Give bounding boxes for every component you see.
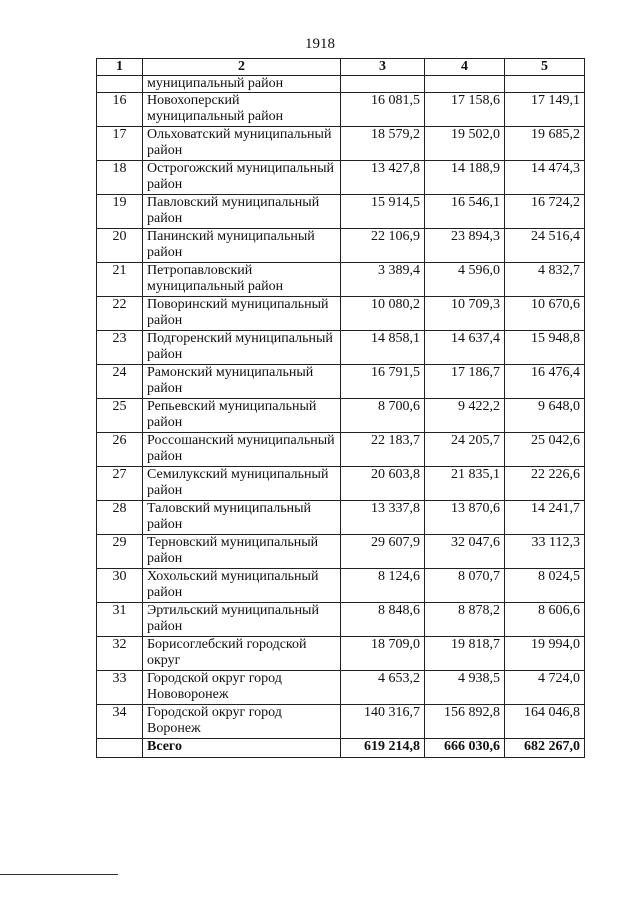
row-name: Городской округ город Нововоронеж bbox=[143, 671, 341, 705]
row-name: Рамонский муниципальный район bbox=[143, 365, 341, 399]
row-value-4: 17 186,7 bbox=[425, 365, 505, 399]
row-number bbox=[97, 76, 143, 93]
row-value-5: 15 948,8 bbox=[505, 331, 585, 365]
page-number: 1918 bbox=[305, 36, 335, 52]
row-value-4: 9 422,2 bbox=[425, 399, 505, 433]
row-value-5: 24 516,4 bbox=[505, 229, 585, 263]
row-name: Подгоренский муниципальный район bbox=[143, 331, 341, 365]
row-name: Панинский муниципальный район bbox=[143, 229, 341, 263]
row-number: 26 bbox=[97, 433, 143, 467]
row-value-4: 10 709,3 bbox=[425, 297, 505, 331]
row-value-3: 16 081,5 bbox=[341, 93, 425, 127]
row-number: 32 bbox=[97, 637, 143, 671]
row-number: 23 bbox=[97, 331, 143, 365]
total-number bbox=[97, 739, 143, 758]
table-row bbox=[97, 229, 585, 263]
table-row bbox=[97, 365, 585, 399]
row-value-4: 4 596,0 bbox=[425, 263, 505, 297]
row-name: Петропавловский муниципальный район bbox=[143, 263, 341, 297]
row-value-3: 4 653,2 bbox=[341, 671, 425, 705]
row-value-4: 8 070,7 bbox=[425, 569, 505, 603]
row-value-5: 19 994,0 bbox=[505, 637, 585, 671]
row-value-3: 10 080,2 bbox=[341, 297, 425, 331]
row-name: Репьевский муниципальный район bbox=[143, 399, 341, 433]
row-value-3: 14 858,1 bbox=[341, 331, 425, 365]
table-row bbox=[97, 637, 585, 671]
row-value-3: 18 579,2 bbox=[341, 127, 425, 161]
row-value-3 bbox=[341, 76, 425, 93]
row-value-3: 13 337,8 bbox=[341, 501, 425, 535]
footnote-separator bbox=[0, 874, 118, 875]
row-value-5: 33 112,3 bbox=[505, 535, 585, 569]
row-name: Семилукский муниципальный район bbox=[143, 467, 341, 501]
row-name: Поворинский муниципальный район bbox=[143, 297, 341, 331]
table-row bbox=[97, 195, 585, 229]
row-value-5: 25 042,6 bbox=[505, 433, 585, 467]
row-number: 34 bbox=[97, 705, 143, 739]
row-value-5: 4 832,7 bbox=[505, 263, 585, 297]
table-row bbox=[97, 705, 585, 739]
table-row bbox=[97, 569, 585, 603]
row-value-5: 22 226,6 bbox=[505, 467, 585, 501]
row-value-4: 32 047,6 bbox=[425, 535, 505, 569]
column-header-2: 2 bbox=[143, 59, 341, 76]
table-row bbox=[97, 331, 585, 365]
table-row bbox=[97, 93, 585, 127]
row-value-4: 17 158,6 bbox=[425, 93, 505, 127]
row-name: муниципальный район bbox=[143, 76, 341, 93]
row-value-3: 8 124,6 bbox=[341, 569, 425, 603]
continuation-row bbox=[97, 76, 585, 93]
row-value-4: 4 938,5 bbox=[425, 671, 505, 705]
table-row bbox=[97, 433, 585, 467]
row-value-3: 140 316,7 bbox=[341, 705, 425, 739]
row-name: Новохоперский муниципальный район bbox=[143, 93, 341, 127]
table-row bbox=[97, 603, 585, 637]
row-value-5: 4 724,0 bbox=[505, 671, 585, 705]
row-value-5: 8 024,5 bbox=[505, 569, 585, 603]
row-value-5: 10 670,6 bbox=[505, 297, 585, 331]
row-value-3: 22 106,9 bbox=[341, 229, 425, 263]
row-value-4: 14 188,9 bbox=[425, 161, 505, 195]
row-number: 31 bbox=[97, 603, 143, 637]
row-value-3: 13 427,8 bbox=[341, 161, 425, 195]
row-value-3: 20 603,8 bbox=[341, 467, 425, 501]
table-row bbox=[97, 161, 585, 195]
row-value-5: 16 724,2 bbox=[505, 195, 585, 229]
row-value-3: 22 183,7 bbox=[341, 433, 425, 467]
row-name: Хохольский муниципальный район bbox=[143, 569, 341, 603]
total-value-3: 619 214,8 bbox=[341, 739, 425, 758]
row-number: 22 bbox=[97, 297, 143, 331]
table-row bbox=[97, 671, 585, 705]
row-number: 19 bbox=[97, 195, 143, 229]
row-value-4 bbox=[425, 76, 505, 93]
row-value-5: 9 648,0 bbox=[505, 399, 585, 433]
table-row bbox=[97, 297, 585, 331]
total-value-4: 666 030,6 bbox=[425, 739, 505, 758]
table-row bbox=[97, 127, 585, 161]
row-number: 16 bbox=[97, 93, 143, 127]
row-name: Городской округ город Воронеж bbox=[143, 705, 341, 739]
row-value-4: 21 835,1 bbox=[425, 467, 505, 501]
row-number: 21 bbox=[97, 263, 143, 297]
budget-table bbox=[96, 58, 585, 758]
row-number: 17 bbox=[97, 127, 143, 161]
row-value-5: 8 606,6 bbox=[505, 603, 585, 637]
row-value-4: 23 894,3 bbox=[425, 229, 505, 263]
table-row bbox=[97, 535, 585, 569]
row-value-3: 16 791,5 bbox=[341, 365, 425, 399]
table-row bbox=[97, 399, 585, 433]
row-value-3: 8 848,6 bbox=[341, 603, 425, 637]
row-value-5: 19 685,2 bbox=[505, 127, 585, 161]
row-value-4: 16 546,1 bbox=[425, 195, 505, 229]
total-value-5: 682 267,0 bbox=[505, 739, 585, 758]
row-value-4: 14 637,4 bbox=[425, 331, 505, 365]
row-value-5: 17 149,1 bbox=[505, 93, 585, 127]
row-value-4: 13 870,6 bbox=[425, 501, 505, 535]
row-number: 28 bbox=[97, 501, 143, 535]
row-value-5: 164 046,8 bbox=[505, 705, 585, 739]
table-row bbox=[97, 467, 585, 501]
row-value-5: 14 474,3 bbox=[505, 161, 585, 195]
row-value-4: 19 818,7 bbox=[425, 637, 505, 671]
row-value-4: 24 205,7 bbox=[425, 433, 505, 467]
column-header-1: 1 bbox=[97, 59, 143, 76]
row-number: 24 bbox=[97, 365, 143, 399]
column-header-3: 3 bbox=[341, 59, 425, 76]
row-value-3: 18 709,0 bbox=[341, 637, 425, 671]
row-value-3: 8 700,6 bbox=[341, 399, 425, 433]
row-number: 29 bbox=[97, 535, 143, 569]
row-number: 18 bbox=[97, 161, 143, 195]
row-name: Павловский муниципальный район bbox=[143, 195, 341, 229]
row-value-3: 15 914,5 bbox=[341, 195, 425, 229]
row-name: Острогожский муниципальный район bbox=[143, 161, 341, 195]
row-value-5 bbox=[505, 76, 585, 93]
column-header-5: 5 bbox=[505, 59, 585, 76]
table-row bbox=[97, 263, 585, 297]
row-number: 20 bbox=[97, 229, 143, 263]
table-row bbox=[97, 501, 585, 535]
row-value-3: 3 389,4 bbox=[341, 263, 425, 297]
row-value-5: 14 241,7 bbox=[505, 501, 585, 535]
row-value-3: 29 607,9 bbox=[341, 535, 425, 569]
row-value-4: 8 878,2 bbox=[425, 603, 505, 637]
row-name: Ольховатский муниципальный район bbox=[143, 127, 341, 161]
row-name: Россошанский муниципальный район bbox=[143, 433, 341, 467]
row-value-4: 19 502,0 bbox=[425, 127, 505, 161]
row-name: Терновский муниципальный район bbox=[143, 535, 341, 569]
row-value-5: 16 476,4 bbox=[505, 365, 585, 399]
row-value-4: 156 892,8 bbox=[425, 705, 505, 739]
total-label: Всего bbox=[143, 739, 341, 758]
row-name: Борисоглебский городской округ bbox=[143, 637, 341, 671]
column-header-4: 4 bbox=[425, 59, 505, 76]
row-number: 30 bbox=[97, 569, 143, 603]
row-number: 27 bbox=[97, 467, 143, 501]
row-name: Таловский муниципальный район bbox=[143, 501, 341, 535]
total-row bbox=[97, 739, 585, 758]
row-number: 33 bbox=[97, 671, 143, 705]
table-header-row bbox=[97, 59, 585, 76]
row-number: 25 bbox=[97, 399, 143, 433]
row-name: Эртильский муниципальный район bbox=[143, 603, 341, 637]
